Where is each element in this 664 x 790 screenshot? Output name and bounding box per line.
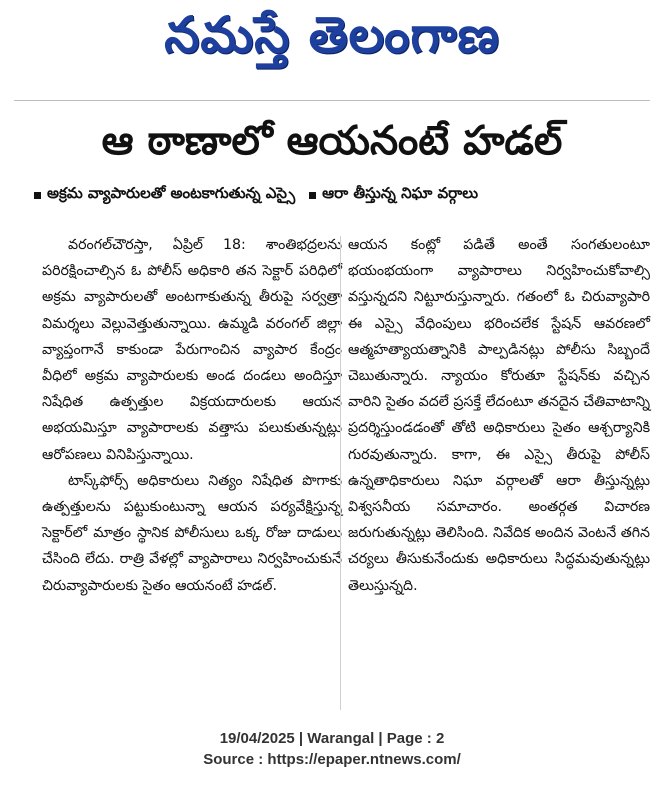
article-paragraph: ఆయన కంట్లో పడితే అంతే సంగతులంటూ భయంభయంగా వ్యాపారాలు నిర్వహించుకోవాల్సి వస్తున్నదని నిట్టూరుస్తున్నారు. గతంలో ఓ చిరువ్యాపారి ఈ ఎస్సై వేధింపులు భరించలేక స్టేషన్ ఆవరణలో ఆత్మహత్యాయత్నానికి పాల్పడినట్లు పోలీసు సిబ్బందే చెబుతున్నారు. న్యాయం కోరుతూ స్టేషన్‌కు వచ్చిన వారిని సైతం వదలే ప్రసక్తే లేదంటూ తనదైన చేతివాటాన్ని ప్రదర్శిస్తుండడంతో తోటి అధికారులు సైతం ఆశ్చర్యానికి గురవుతున్నారు. కాగా, ఈ ఎస్సై తీరుపై పోలీస్ ఉన్నతాధికారులు నిఘా వర్గాలతో ఆరా తీస్తున్నట్లు విశ్వసనీయ సమాచారం. అంతర్గత విచారణ జరుగుతున్నట్లు తెలిసింది. నివేదిక అందిన వెంటనే తగిన చర్యలు తీసుకునేందుకు అధికారులు సిద్ధమవుతున్నట్లు తెలుస్తున్నది. bbox=[348, 237, 650, 594]
subheadlines bbox=[34, 184, 644, 206]
article-column-left bbox=[42, 232, 342, 599]
source-link[interactable]: Source : https://epaper.ntnews.com/ bbox=[203, 751, 461, 768]
square-bullet-icon bbox=[309, 192, 316, 199]
square-bullet-icon bbox=[34, 192, 41, 199]
subheadline-text: ఆరా తీస్తున్న నిఘా వర్గాలు bbox=[322, 184, 479, 202]
article-paragraph: టాస్క్‌ఫోర్స్ అధికారులు నిత్యం నిషేధిత పొగాకు ఉత్పత్తులను పట్టుకుంటున్నా ఆయన పర్యవేక్షిస్తున్న సెక్టార్‌లో మాత్రం స్థానిక పోలీసులు ఒక్క రోజు దాడులు చేసింది లేదు. రాత్రి వేళల్లో వ్యాపారాలు నిర్వహించుకునే చిరువ్యాపారులకు సైతం ఆయనంటే హడల్. bbox=[42, 472, 342, 594]
edition-info: 19/04/2025 | Warangal | Page : 2 bbox=[219, 730, 445, 747]
subheadline-1 bbox=[34, 184, 295, 206]
masthead bbox=[0, 0, 664, 82]
subheadline-text: అక్రమ వ్యాపారులతో అంటకాగుతున్న ఎస్సై bbox=[47, 184, 296, 202]
column-divider bbox=[340, 236, 341, 710]
page-footer bbox=[0, 728, 664, 770]
article-headline: ఆ ఠాణాలో ఆయనంటే హడల్ bbox=[101, 118, 563, 164]
article-column-right bbox=[348, 232, 650, 599]
top-divider bbox=[14, 100, 650, 101]
subheadline-2 bbox=[309, 184, 478, 206]
article-paragraph: వరంగల్‌చౌరస్తా, ఏప్రిల్ 18: శాంతిభద్రలను పరిరక్షించాల్సిన ఓ పోలీస్ అధికారి తన సెక్టార్ పరిధిలో అక్రమ వ్యాపారులతో అంటగాకుతున్న తీరుపై సర్వత్రా విమర్శలు వెల్లువెత్తుతున్నాయి. ఉమ్మడి వరంగల్ జిల్లా వ్యాప్తంగానే కాకుండా పేరుగాంచిన వ్యాపార కేంద్రం వీధిలో అక్రమ వ్యాపారులకు అండ దండలు అందిస్తూ నిషేధిత ఉత్పత్తుల విక్రయదారులకు ఆయన అభయమిస్తూ వ్యాపారాలకు వత్తాసు పలుకుతున్నట్లు ఆరోపణలు వినిపిస్తున్నాయి. bbox=[42, 237, 342, 463]
newspaper-logo: నమస్తే తెలంగాణ bbox=[164, 5, 500, 64]
